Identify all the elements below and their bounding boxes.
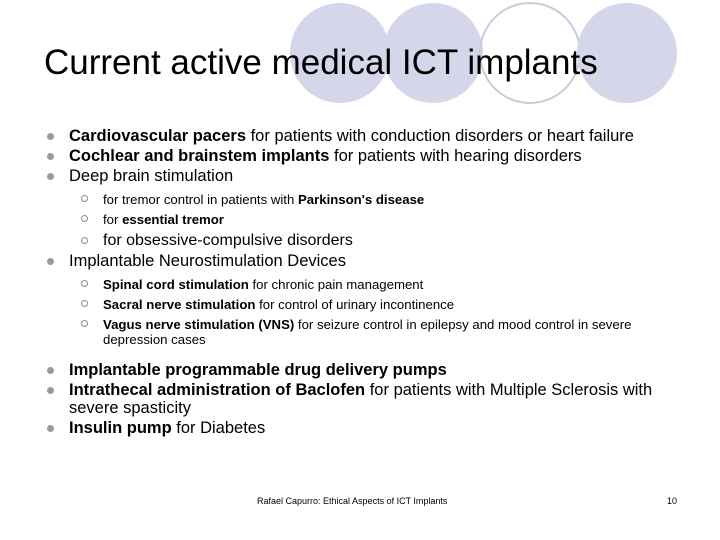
sub-bullet-vagus-nerve: Vagus nerve stimulation (VNS) for seizure control in epilepsy and mood control in severe depression cases [44, 317, 694, 347]
sub-bullet-parkinson: for tremor control in patients with Parkinson's disease [44, 192, 694, 207]
sub-bullet-spinal-cord: Spinal cord stimulation for chronic pain management [44, 277, 694, 292]
footer-text: Rafael Capurro: Ethical Aspects of ICT Implants [257, 496, 448, 506]
bullet-deep-brain: Deep brain stimulation [44, 167, 694, 185]
bullet-baclofen: Intrathecal administration of Baclofen for patients with Multiple Sclerosis with severe spasticity [44, 381, 694, 417]
sub-bullet-ocd: for obsessive-compulsive disorders [44, 232, 694, 249]
sub-bullet-sacral-nerve: Sacral nerve stimulation for control of urinary incontinence [44, 297, 694, 312]
page-number: 10 [667, 496, 678, 506]
slide-title: Current active medical ICT implants [44, 43, 598, 82]
sub-bullet-essential-tremor: for essential tremor [44, 212, 694, 227]
bullet-insulin-pump: Insulin pump for Diabetes [44, 419, 694, 437]
bullet-cardiovascular: Cardiovascular pacers for patients with conduction disorders or heart failure [44, 127, 694, 145]
slide-content [44, 127, 694, 439]
bullet-neurostimulation: Implantable Neurostimulation Devices [44, 252, 694, 270]
bullet-drug-pumps: Implantable programmable drug delivery pumps [44, 361, 694, 379]
bullet-cochlear: Cochlear and brainstem implants for patients with hearing disorders [44, 147, 694, 165]
